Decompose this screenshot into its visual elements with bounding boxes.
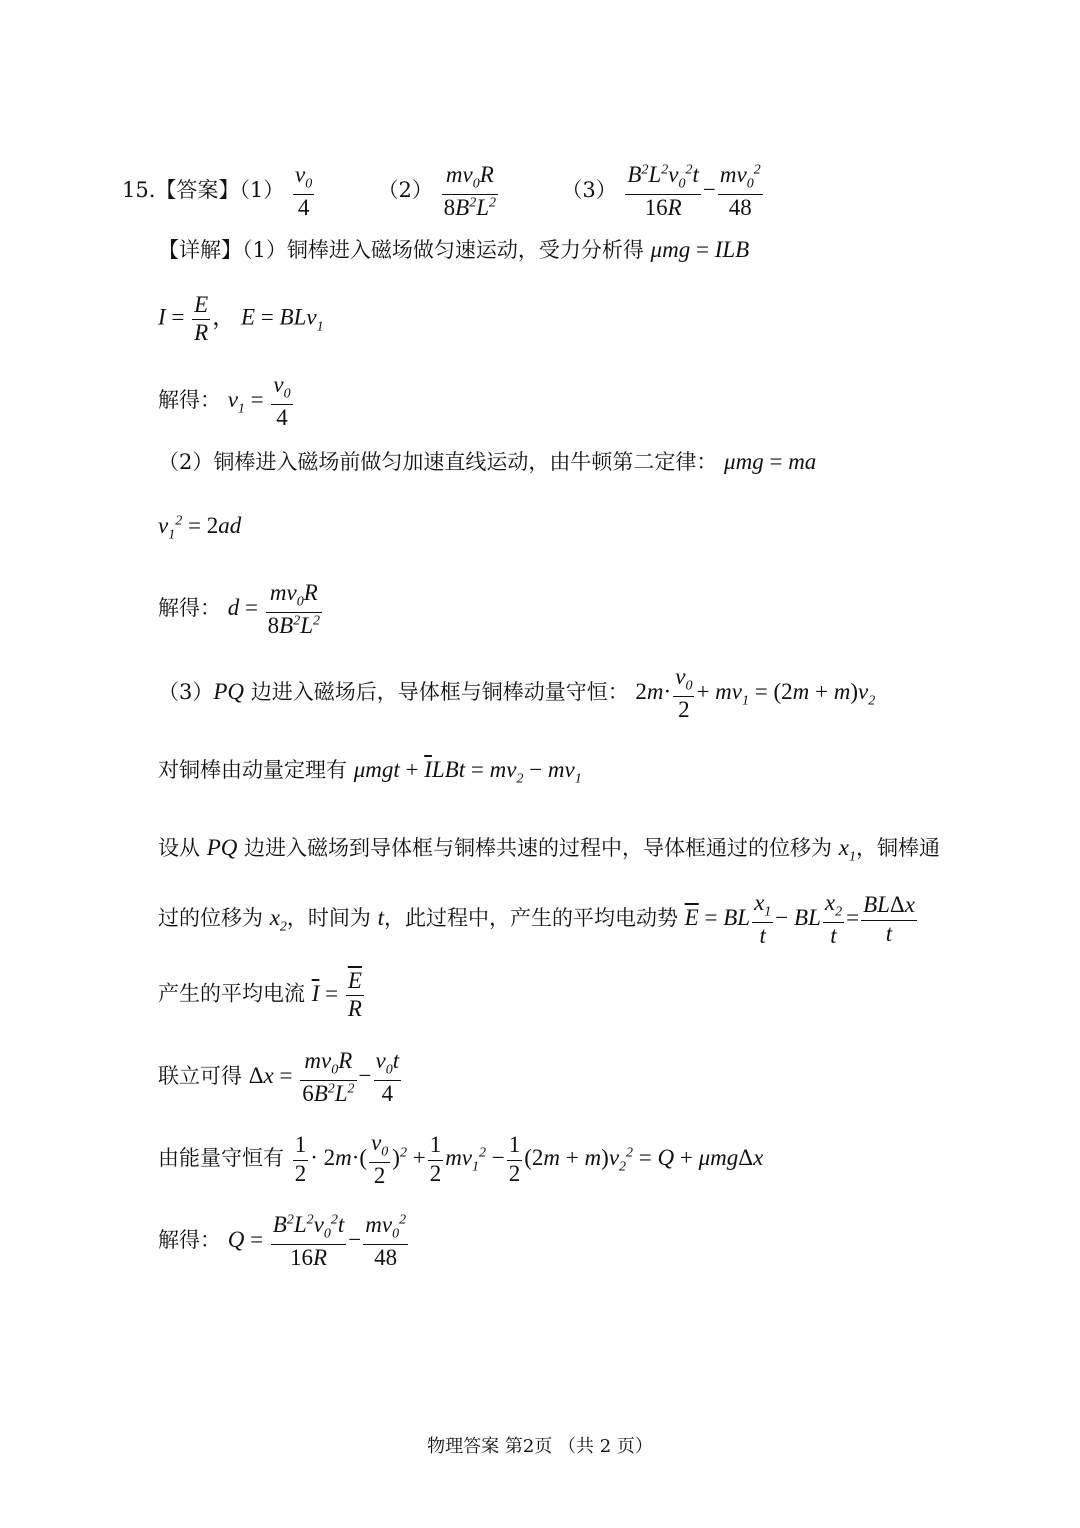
question-number: 15. — [122, 178, 156, 203]
answer-3: $\frac{B^2L^2v_0^2t}{16R}$ − $\frac{mv_0^2}{48}$ — [627, 162, 761, 220]
answer-tag: 【答案】 — [155, 178, 240, 203]
answer-1: $\frac{v_0}{4}$ — [294, 162, 313, 220]
formula-newton: μmg = ma — [724, 449, 817, 474]
formula-momentum: 2m· $\frac{v_0}{2}$ + $mv_1 = (2m + m)v_2$ — [635, 664, 876, 722]
formula-energy: $\frac{1}{2}$ · 2m·( $\frac{v_0}{2}$ )$^2$ + $\frac{1}{2}$ $mv_1^2$ − $\frac{1}{2}$ $(2m + m)v_2^2 = Q + \mu mg\Delta x$ — [294, 1130, 764, 1188]
formula-force-balance: μmg = ILB — [650, 237, 750, 262]
detail-line-6: 过的位移为 $x_2$，时间为 t，此过程中，产生的平均电动势 $\overline{E}$ = BL $\frac{x_1}{t}$ − BL $\frac{x_2}{t}$ = $\frac{\text{BLΔx}}{t}$ — [158, 890, 919, 949]
solve-q: 解得： Q = $\frac{B^2L^2v_0^2t}{16R}$ − $\frac{mv_0^2}{48}$ — [158, 1212, 407, 1270]
detail-line-7: 产生的平均电流 $\overline{I}$ = $\frac{\overline{E}}{R}$ — [158, 968, 366, 1023]
formula-current: $\overline{I}$ = $\frac{\overline{E}}{R}$ — [311, 968, 362, 1022]
detail-line-5: 设从 PQ 边进入磁场到导体框与铜棒共速的过程中，导体框通过的位移为 $x_1$，铜棒通 — [158, 835, 940, 865]
detail-line-2: （2）铜棒进入磁场前做匀加速直线运动，由牛顿第二定律： μmg = ma — [158, 449, 817, 474]
formula-impulse: $\mu mgt + \overline{I}LBt = mv_2 - mv_1$ — [353, 757, 582, 787]
formula-emf: $\overline{E}$ = BL $\frac{x_1}{t}$ − BL $\frac{x_2}{t}$ = $\frac{\text{BLΔx}}{t}$ — [684, 890, 915, 948]
detail-line-4: 对铜棒由动量定理有 $\mu mgt + \overline{I}LBt = mv_2 - mv_1$ — [158, 757, 582, 787]
answer-2: $\frac{mv_0R}{8B^2L^2}$ — [443, 162, 496, 220]
detail-line-8: 联立可得 Δx = $\frac{mv_0R}{6B^2L^2}$ − $\frac{v_0t}{4}$ — [158, 1048, 403, 1107]
detail-line-3: （3）PQ 边进入磁场后，导体框与铜棒动量守恒： 2m· $\frac{v_0}{2}$ + $mv_1 = (2m + m)v_2$ — [158, 664, 876, 722]
solve-d: 解得： d = $\frac{mv_0R}{8B^2L^2}$ — [158, 580, 321, 638]
formula-kinematics: $v_1^2 = 2ad$ — [158, 513, 242, 543]
detail-tag: 【详解】 — [158, 238, 242, 262]
detail-line-1: 【详解】（1）铜棒进入磁场做匀速运动，受力分析得 μmg = ILB — [158, 237, 750, 262]
detail-line-9: 由能量守恒有 $\frac{1}{2}$ · 2m·( $\frac{v_0}{2}$ )$^2$ + $\frac{1}{2}$ $mv_1^2$ − $\frac{1}{2}$ $(2m + m)v_2^2 = Q + \mu mg\Delta x$ — [158, 1130, 764, 1188]
solve-v1: 解得： $v_1$ = $\frac{v_0}{4}$ — [158, 372, 291, 430]
answer-line: 15.【答案】（1） $\frac{v_0}{4}$ （2） $\frac{mv_0R}{8B^2L^2}$ （3） $\frac{B^2L^2v_0^2t}{16R}$ − $\frac{mv_0^2}{48}$ — [122, 162, 765, 221]
formula-ohm: I = $\frac{E}{R}$ ， E = BLv$_1$ — [158, 292, 324, 346]
page-footer: 物理答案 第2页 （共 2 页） — [427, 1436, 653, 1457]
formula-delta-x: Δx = $\frac{mv_0R}{6B^2L^2}$ − $\frac{v_0t}{4}$ — [248, 1048, 400, 1106]
